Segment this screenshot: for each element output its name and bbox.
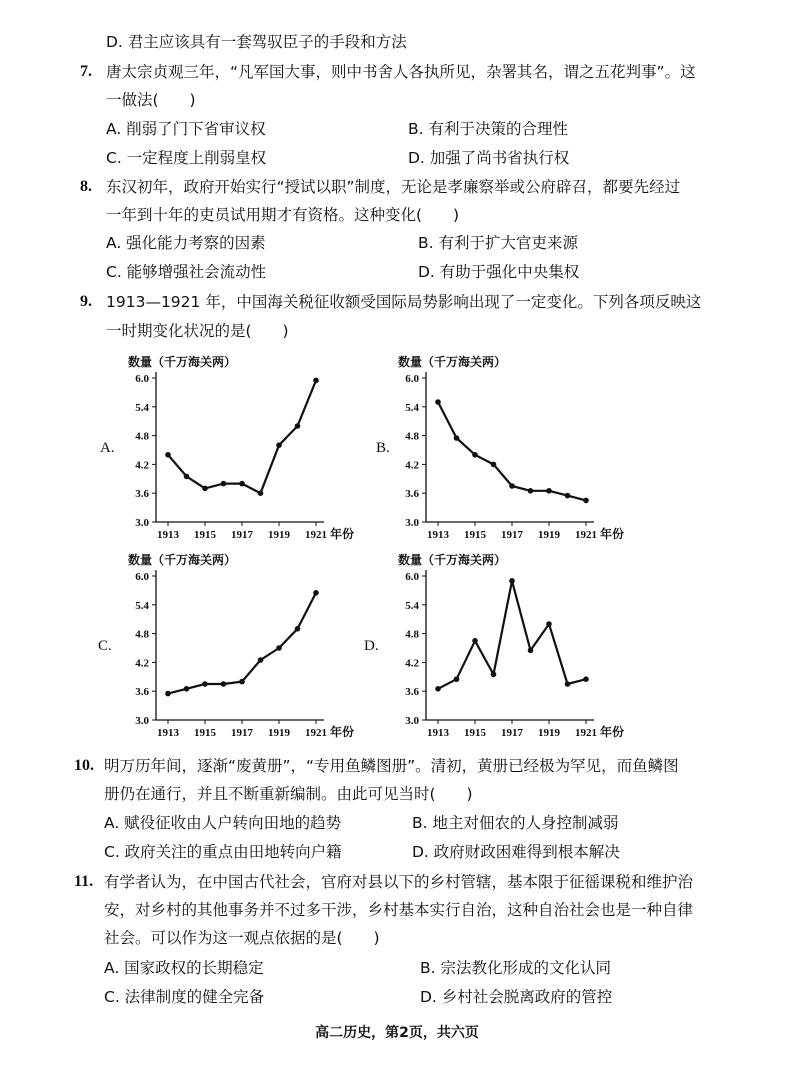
- x-tick-label: 1915: [194, 727, 216, 739]
- y-tick-label: 5.4: [405, 401, 419, 414]
- y-axis-label: 数量（千万海关两）: [398, 355, 507, 369]
- x-axis-label: 年份: [330, 527, 355, 541]
- x-axis-label: 年份: [330, 725, 355, 739]
- chart-a-option-label: A.: [100, 440, 115, 456]
- data-point: [221, 481, 227, 487]
- y-tick-label: 6.0: [405, 571, 419, 583]
- y-tick-label: 6.0: [405, 373, 419, 385]
- data-point: [491, 462, 497, 468]
- x-tick-label: 1919: [538, 727, 560, 739]
- chart-d: [388, 548, 648, 748]
- q10-option-d: D. 政府财政困难得到根本解决: [412, 843, 620, 861]
- x-tick-label: 1921: [305, 529, 327, 541]
- data-point: [472, 452, 478, 458]
- data-point: [435, 399, 441, 405]
- y-tick-label: 4.2: [135, 657, 149, 670]
- data-point: [528, 488, 534, 494]
- data-point: [313, 590, 319, 596]
- x-tick-label: 1917: [231, 529, 253, 541]
- q10-option-a: A. 赋役征收由人户转向田地的趋势: [104, 814, 342, 832]
- q7-option-c: C. 一定程度上削弱皇权: [106, 149, 267, 167]
- x-tick-label: 1919: [268, 727, 290, 739]
- data-point: [472, 638, 478, 644]
- y-axis-label: 数量（千万海关两）: [128, 553, 237, 567]
- x-tick-label: 1917: [501, 529, 523, 541]
- page-footer: 高二历史，第2页，共六页: [315, 1025, 479, 1041]
- y-tick-label: 3.0: [405, 517, 419, 529]
- x-tick-label: 1921: [305, 727, 327, 739]
- x-tick-label: 1915: [194, 529, 216, 541]
- data-point: [583, 676, 589, 682]
- data-point: [435, 686, 441, 692]
- q6-option-d: D. 君主应该具有一套驾驭臣子的手段和方法: [106, 33, 407, 51]
- data-point: [258, 490, 264, 496]
- q11-option-c: C. 法律制度的健全完备: [104, 988, 265, 1006]
- y-tick-label: 3.6: [135, 686, 149, 699]
- q10-stem-line1: 明万历年间，逐渐“废黄册”，“专用鱼鳞图册”。清初，黄册已经极为罕见，而鱼鳞图: [104, 757, 679, 775]
- x-tick-label: 1919: [538, 529, 560, 541]
- data-point: [295, 423, 301, 429]
- y-tick-label: 4.8: [405, 628, 419, 641]
- chart-c: [118, 548, 378, 748]
- q8-option-d: D. 有助于强化中央集权: [418, 263, 580, 281]
- data-point: [258, 657, 264, 663]
- data-point: [546, 488, 552, 494]
- q7-option-d: D. 加强了尚书省执行权: [408, 149, 570, 167]
- x-tick-label: 1913: [427, 727, 449, 739]
- y-tick-label: 3.0: [135, 517, 149, 529]
- data-point: [509, 483, 515, 489]
- q11-option-b: B. 宗法教化形成的文化认同: [420, 959, 611, 977]
- y-tick-label: 6.0: [135, 373, 149, 385]
- y-tick-label: 3.6: [405, 686, 419, 699]
- y-axis-label: 数量（千万海关两）: [398, 553, 507, 567]
- data-point: [276, 645, 282, 651]
- x-tick-label: 1919: [268, 529, 290, 541]
- data-point: [509, 578, 515, 584]
- x-tick-label: 1915: [464, 727, 486, 739]
- q10-number: 10.: [74, 757, 94, 774]
- q11-option-a: A. 国家政权的长期稳定: [104, 959, 264, 977]
- data-point: [583, 498, 589, 504]
- data-point: [202, 486, 208, 492]
- q11-number: 11.: [74, 873, 94, 890]
- q11-stem-line3: 社会。可以作为这一观点依据的是( ): [104, 929, 380, 947]
- y-tick-label: 6.0: [135, 571, 149, 583]
- data-point: [313, 378, 319, 384]
- data-point: [276, 442, 282, 448]
- data-point: [184, 686, 190, 692]
- x-tick-label: 1913: [157, 529, 179, 541]
- data-point: [546, 621, 552, 627]
- y-tick-label: 5.4: [135, 401, 149, 414]
- q8-option-c: C. 能够增强社会流动性: [106, 263, 267, 281]
- q10-stem-line2: 册仍在通行，并且不断重新编制。由此可见当时( ): [104, 785, 473, 803]
- y-tick-label: 4.2: [405, 459, 419, 472]
- series-line: [438, 581, 586, 689]
- q8-stem-line2: 一年到十年的吏员试用期才有资格。这种变化( ): [106, 206, 460, 224]
- q7-option-b: B. 有利于决策的合理性: [408, 120, 568, 138]
- q9-stem-line1: 1913—1921 年，中国海关税征收额受国际局势影响出现了一定变化。下列各项反映这: [106, 293, 702, 311]
- data-point: [239, 481, 245, 487]
- data-point: [184, 474, 190, 480]
- q8-option-b: B. 有利于扩大官吏来源: [418, 234, 578, 252]
- x-tick-label: 1913: [427, 529, 449, 541]
- data-point: [165, 452, 171, 458]
- data-point: [565, 493, 571, 499]
- q8-number: 8.: [80, 178, 92, 195]
- q8-option-a: A. 强化能力考察的因素: [106, 234, 266, 252]
- chart-b: [388, 350, 648, 550]
- q9-stem-line2: 一时期变化状况的是( ): [106, 322, 289, 340]
- y-axis-label: 数量（千万海关两）: [128, 355, 237, 369]
- y-tick-label: 5.4: [135, 599, 149, 612]
- x-tick-label: 1921: [575, 529, 597, 541]
- q11-stem-line1: 有学者认为，在中国古代社会，官府对县以下的乡村管辖，基本限于征徭课税和维护治: [104, 873, 694, 891]
- data-point: [295, 626, 301, 632]
- q8-stem-line1: 东汉初年，政府开始实行“授试以职”制度，无论是孝廉察举或公府辟召，都要先经过: [106, 178, 681, 196]
- x-tick-label: 1913: [157, 727, 179, 739]
- data-point: [454, 435, 460, 441]
- data-point: [165, 691, 171, 697]
- q7-number: 7.: [80, 63, 92, 80]
- data-point: [221, 681, 227, 687]
- q7-stem-line1: 唐太宗贞观三年，“凡军国大事，则中书舍人各执所见，杂署其名，谓之五花判事”。这: [106, 63, 696, 81]
- chart-b-option-label: B.: [376, 440, 390, 456]
- data-point: [491, 672, 497, 678]
- q10-option-b: B. 地主对佃农的人身控制减弱: [412, 814, 619, 832]
- data-point: [528, 648, 534, 654]
- x-tick-label: 1917: [231, 727, 253, 739]
- q7-stem-line2: 一做法( ): [106, 91, 196, 109]
- y-tick-label: 4.2: [405, 657, 419, 670]
- y-tick-label: 5.4: [405, 599, 419, 612]
- q11-option-d: D. 乡村社会脱离政府的管控: [420, 988, 613, 1006]
- y-tick-label: 3.6: [405, 488, 419, 501]
- q10-option-c: C. 政府关注的重点由田地转向户籍: [104, 843, 342, 861]
- data-point: [239, 679, 245, 685]
- q7-option-a: A. 削弱了门下省审议权: [106, 120, 266, 138]
- q11-stem-line2: 安，对乡村的其他事务并不过多干涉，乡村基本实行自治，这种自治社会也是一种自律: [104, 901, 694, 919]
- y-tick-label: 4.8: [135, 430, 149, 443]
- q9-number: 9.: [80, 293, 92, 310]
- data-point: [565, 681, 571, 687]
- x-tick-label: 1915: [464, 529, 486, 541]
- x-tick-label: 1921: [575, 727, 597, 739]
- x-axis-label: 年份: [600, 527, 625, 541]
- series-line: [168, 593, 316, 694]
- chart-c-option-label: C.: [98, 638, 112, 654]
- x-tick-label: 1917: [501, 727, 523, 739]
- chart-d-option-label: D.: [364, 638, 379, 654]
- x-axis-label: 年份: [600, 725, 625, 739]
- y-tick-label: 4.8: [135, 628, 149, 641]
- y-tick-label: 4.8: [405, 430, 419, 443]
- series-line: [168, 380, 316, 493]
- data-point: [454, 676, 460, 682]
- chart-a: [118, 350, 378, 550]
- y-tick-label: 4.2: [135, 459, 149, 472]
- y-tick-label: 3.0: [135, 715, 149, 727]
- y-tick-label: 3.0: [405, 715, 419, 727]
- y-tick-label: 3.6: [135, 488, 149, 501]
- data-point: [202, 681, 208, 687]
